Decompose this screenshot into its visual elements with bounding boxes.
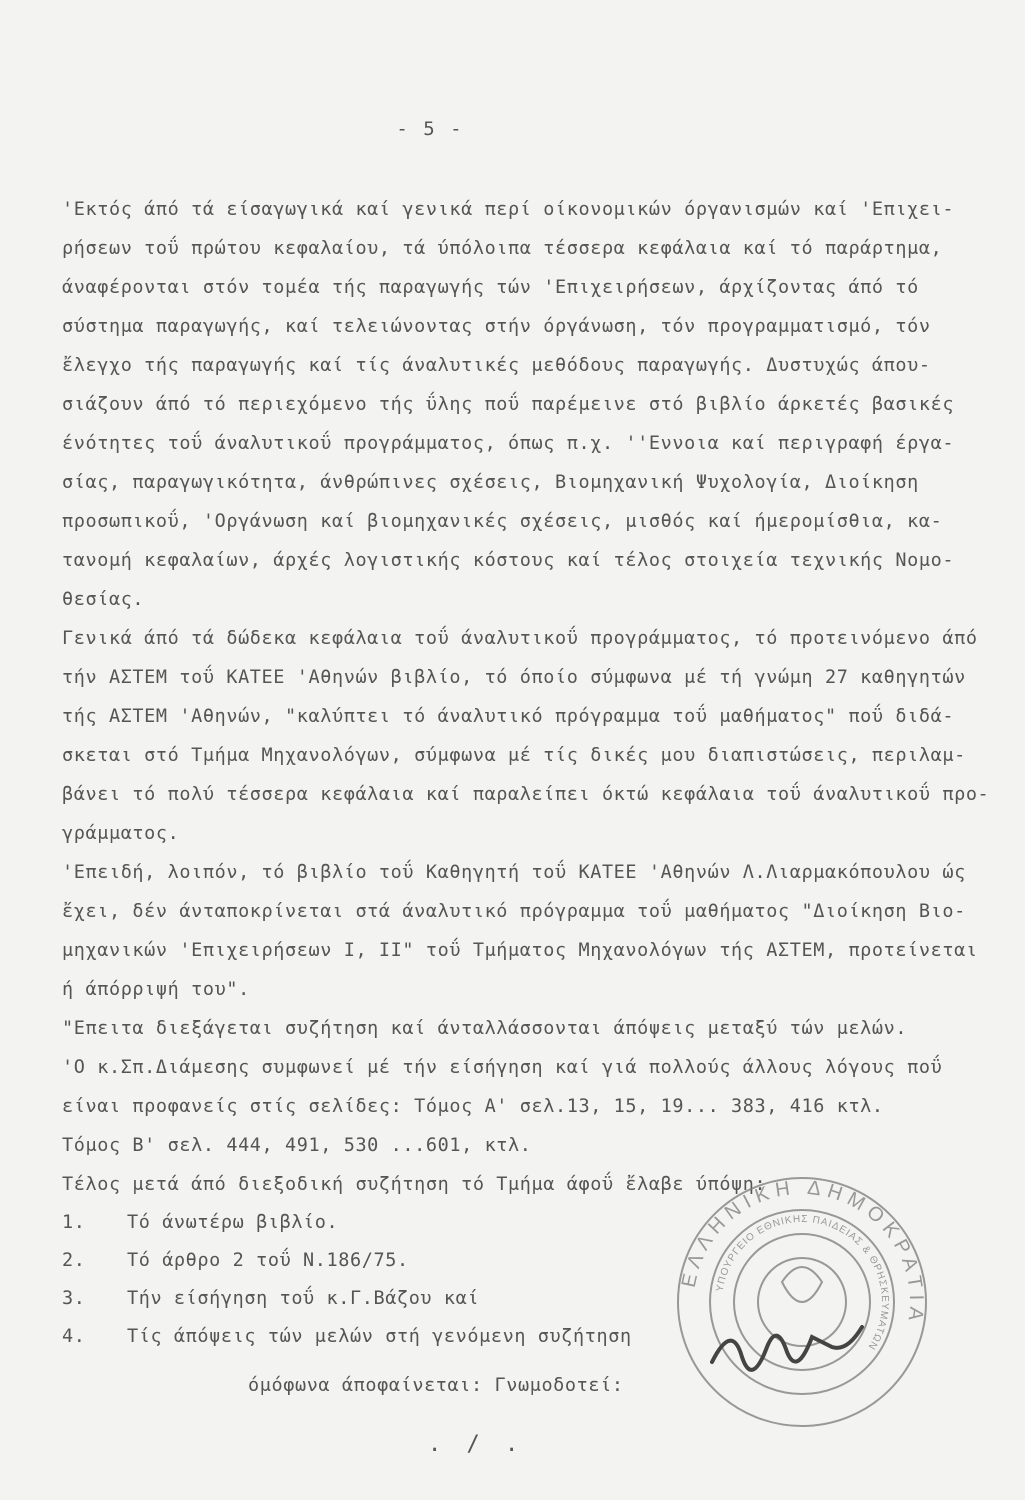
text-line: ή άπόρριψή του". [62, 979, 250, 1000]
list-item-text: Τό άνωτέρω βιβλίο. [126, 1212, 339, 1233]
text-line: σύστημα παραγωγής, καί τελειώνοντας στήν όργάνωση, τόν προγραμματισμό, τόν [62, 316, 931, 337]
text-line: 'Ο κ.Σπ.Διάμεσης συμφωνεί μέ τήν είσήγηση καί γιά πολλούς άλλους λόγους ποΰ [62, 1057, 943, 1078]
page-number: - 5 - [396, 118, 464, 140]
seal-inner-text: ΥΠΟΥΡΓΕΙΟ ΕΘΝΙΚΗΣ ΠΑΙΔΕΙΑΣ & ΘΡΗΣΚΕΥΜΑΤΩΝ [714, 1213, 891, 1352]
text-line: σκεται στό Τμήμα Μηχανολόγων, σύμφωνα μέ τίς δικές μου διαπιστώσεις, περιλαμ- [62, 745, 966, 766]
text-line: μηχανικών 'Επιχειρήσεων Ι, ΙΙ" τοΰ Τμήματος Μηχανολόγων τής ΑΣΤΕΜ, προτείνεται [62, 940, 978, 961]
text-line: Γενικά άπό τά δώδεκα κεφάλαια τοΰ άναλυτικοΰ προγράμματος, τό προτεινόμενο άπό [62, 628, 978, 649]
paragraph-discussion [62, 1009, 962, 1048]
list-item-text: Τήν είσήγηση τοΰ κ.Γ.Βάζου καί [126, 1288, 480, 1309]
paragraph-chapters-summary [62, 619, 990, 853]
list-item-number: 2. [62, 1250, 86, 1271]
text-line: τήν ΑΣΤΕΜ τοΰ ΚΑΤΕΕ 'Αθηνών βιβλίο, τό όποίο σύμφωνα μέ τή γνώμη 27 καθηγητών [62, 667, 966, 688]
text-line: ἔχει, δέν άνταποκρίνεται στά άναλυτικό πρόγραμμα τοΰ μαθήματος "Διοίκηση Βιο- [62, 901, 966, 922]
text-line: 'Επειδή, λοιπόν, τό βιβλίο τοΰ Καθηγητή τοΰ ΚΑΤΕΕ 'Αθηνών Λ.Λιαρμακόπουλου ώς [62, 862, 966, 883]
text-line: άναφέρονται στόν τομέα τής παραγωγής τών 'Επιχειρήσεων, άρχίζοντας άπό τό [62, 277, 919, 298]
text-line: ἔλεγχο τής παραγωγής καί τίς άναλυτικές μεθόδους παραγωγής. Δυστυχώς άπου- [62, 355, 931, 376]
text-line: προσωπικοΰ, 'Οργάνωση καί βιομηχανικές σχέσεις, μισθός καί ήμερομίσθια, κα- [62, 511, 943, 532]
paragraph-rejection-proposal [62, 853, 978, 1009]
continuation-mark: . / . [428, 1432, 525, 1457]
text-line: θεσίας. [62, 589, 145, 610]
text-line: 'Εκτός άπό τά είσαγωγικά καί γενικά περί οίκονομικών όργανισμών καί 'Επιχει- [62, 199, 955, 220]
text-line: τανομή κεφαλαίων, άρχές λογιστικής κόστους καί τέλος στοιχεία τεχνικής Νομο- [62, 550, 955, 571]
list-item-text: Τίς άπόψεις τών μελών στή γενόμενη συζήτηση [126, 1326, 632, 1347]
seal-emblem-icon [782, 1267, 822, 1302]
text-line: σίας, παραγωγικότητα, άνθρώπινες σχέσεις, Βιομηχανική Ψυχολογία, Διοίκηση [62, 472, 919, 493]
list-item-number: 3. [62, 1288, 86, 1309]
text-line: τής ΑΣΤΕΜ 'Αθηνών, "καλύπτει τό άναλυτικό πρόγραμμα τοΰ μαθήματος" ποΰ διδά- [62, 706, 955, 727]
text-line: "Επειτα διεξάγεται συζήτηση καί άνταλλάσσονται άπόψεις μεταξύ τών μελών. [62, 1018, 908, 1039]
list-item-text: Τό άρθρο 2 τοΰ Ν.186/75. [126, 1250, 409, 1271]
text-line: βάνει τό πολύ τέσσερα κεφάλαια καί παραλείπει όκτώ κεφάλαια τοΰ άναλυτικοΰ προ- [62, 784, 990, 805]
paragraph-member-opinion [62, 1048, 962, 1165]
text-line: ρήσεων τοΰ πρώτου κεφαλαίου, τά ύπόλοιπα τέσσερα κεφάλαια καί τό παράρτημα, [62, 238, 943, 259]
text-line: γράμματος. [62, 823, 180, 844]
official-seal-stamp [672, 1172, 932, 1432]
text-line: ένότητες τοΰ άναλυτικοΰ προγράμματος, όπως π.χ. ''Εννοια καί περιγραφή έργα- [62, 433, 955, 454]
list-item-number: 4. [62, 1326, 86, 1347]
text-line: σιάζουν άπό τό περιεχόμενο τής ΰλης ποΰ παρέμεινε στό βιβλίο άρκετές βασικές [62, 394, 955, 415]
decision-line: όμόφωνα άποφαίνεται: Γνωμοδοτεί: [248, 1375, 624, 1396]
list-item-number: 1. [62, 1212, 86, 1233]
seal-outer-text: ΕΛΛΗΝΙΚΗ ΔΗΜΟΚΡΑΤΙΑ [677, 1176, 928, 1328]
text-line: Τόμος Β' σελ. 444, 491, 530 ...601, κτλ. [62, 1135, 532, 1156]
text-line: Τέλος μετά άπό διεξοδική συζήτηση τό Τμήμα άφοΰ ἔλαβε ύπόψη: [62, 1174, 767, 1195]
text-line: είναι προφανείς στίς σελίδες: Τόμος Α' σελ.13, 15, 19... 383, 416 κτλ. [62, 1096, 884, 1117]
paragraph-syllabus-coverage [62, 190, 962, 619]
